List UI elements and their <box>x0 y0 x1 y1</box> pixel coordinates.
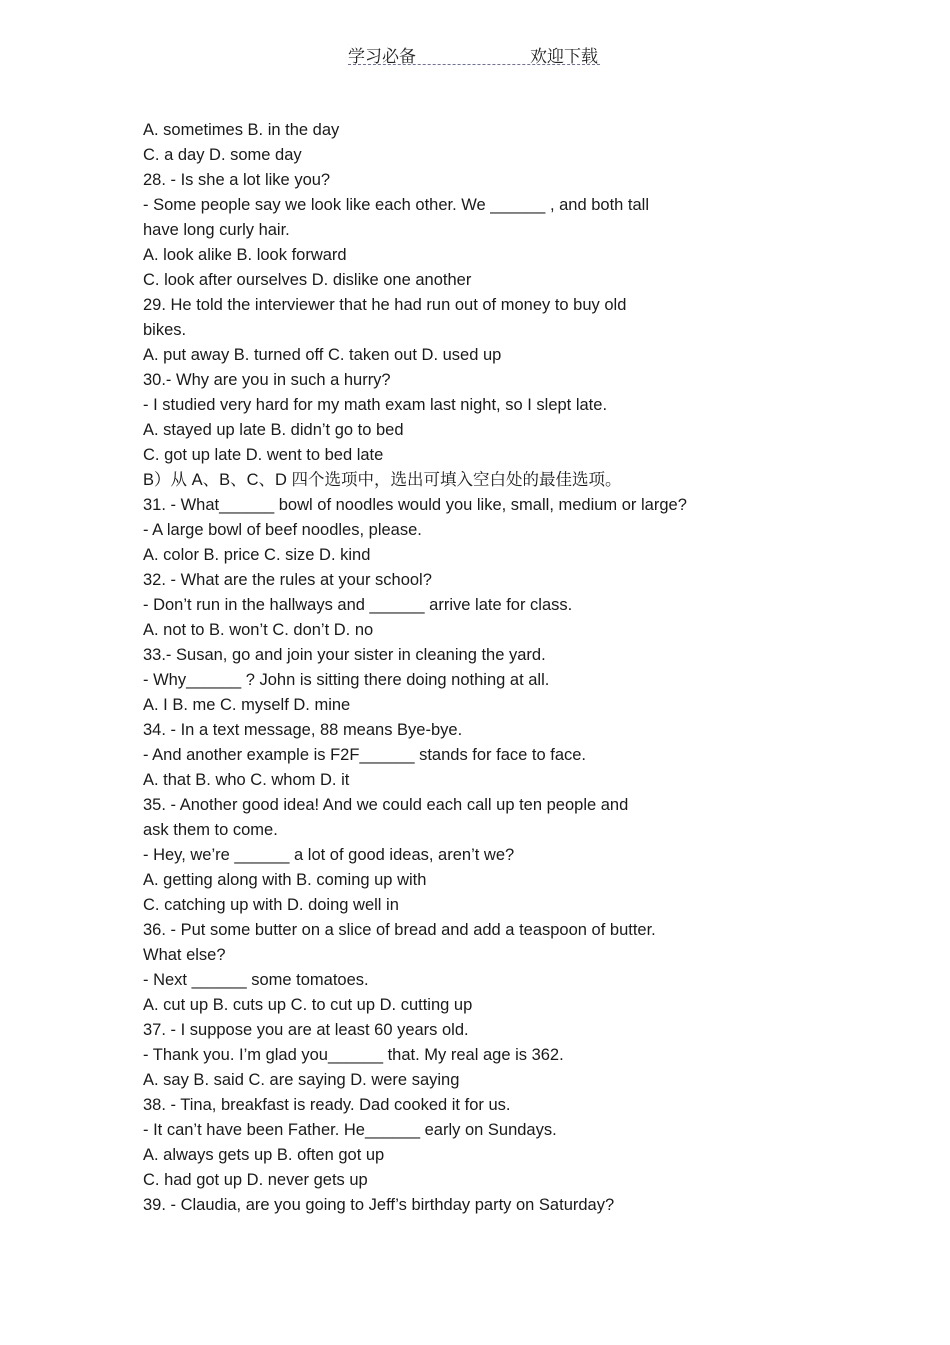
question-32: 32. - What are the rules at your school? <box>143 571 432 589</box>
text-line: bikes. <box>143 321 187 339</box>
text-line: A. color B. price C. size D. kind <box>143 546 371 564</box>
text-line: C. got up late D. went to bed late <box>143 446 384 464</box>
section-instruction: B）从 A、B、C、D 四个选项中，选出可填入空白处的最佳选项。 <box>143 471 622 489</box>
text-line: - Why______ ? John is sitting there doing nothing at all. <box>143 671 550 689</box>
text-line: A. not to B. won’t C. don’t D. no <box>143 621 374 639</box>
text-line: A. always gets up B. often got up <box>143 1146 385 1164</box>
document-body <box>143 118 783 1218</box>
question-33: 33.- Susan, go and join your sister in cleaning the yard. <box>143 646 546 664</box>
text-line: A. sometimes B. in the day <box>143 121 340 139</box>
header-right-text: 欢迎下载 <box>530 47 598 67</box>
text-line: C. had got up D. never gets up <box>143 1171 368 1189</box>
question-34: 34. - In a text message, 88 means Bye-bye. <box>143 721 463 739</box>
text-line: C. catching up with D. doing well in <box>143 896 399 914</box>
text-line: - Next ______ some tomatoes. <box>143 971 369 989</box>
text-line: A. stayed up late B. didn’t go to bed <box>143 421 404 439</box>
question-39: 39. - Claudia, are you going to Jeff’s birthday party on Saturday? <box>143 1196 615 1214</box>
question-28: 28. - Is she a lot like you? <box>143 171 331 189</box>
question-38: 38. - Tina, breakfast is ready. Dad cooked it for us. <box>143 1096 511 1114</box>
text-line: C. look after ourselves D. dislike one another <box>143 271 472 289</box>
text-line: - Hey, we’re ______ a lot of good ideas, aren’t we? <box>143 846 515 864</box>
text-line: - It can’t have been Father. He______ early on Sundays. <box>143 1121 557 1139</box>
header-left-text: 学习必备 <box>348 47 416 67</box>
text-line: - I studied very hard for my math exam last night, so I slept late. <box>143 396 608 414</box>
question-30: 30.- Why are you in such a hurry? <box>143 371 391 389</box>
text-line: A. cut up B. cuts up C. to cut up D. cutting up <box>143 996 473 1014</box>
question-31: 31. - What______ bowl of noodles would you like, small, medium or large? <box>143 496 687 514</box>
text-line: A. getting along with B. coming up with <box>143 871 427 889</box>
text-line: - A large bowl of beef noodles, please. <box>143 521 422 539</box>
text-line: A. that B. who C. whom D. it <box>143 771 350 789</box>
text-line: - Some people say we look like each other. We ______ , and both tall <box>143 196 650 214</box>
question-35: 35. - Another good idea! And we could each call up ten people and <box>143 796 629 814</box>
page-header <box>348 40 600 65</box>
text-line: have long curly hair. <box>143 221 290 239</box>
text-line: C. a day D. some day <box>143 146 302 164</box>
question-29: 29. He told the interviewer that he had run out of money to buy old <box>143 296 627 314</box>
text-line: A. put away B. turned off C. taken out D. used up <box>143 346 502 364</box>
question-37: 37. - I suppose you are at least 60 years old. <box>143 1021 469 1039</box>
text-line: A. I B. me C. myself D. mine <box>143 696 351 714</box>
text-line: - And another example is F2F______ stands for face to face. <box>143 746 587 764</box>
text-line: A. look alike B. look forward <box>143 246 347 264</box>
text-line: A. say B. said C. are saying D. were saying <box>143 1071 460 1089</box>
text-line: - Thank you. I’m glad you______ that. My real age is 362. <box>143 1046 564 1064</box>
text-line: ask them to come. <box>143 821 278 839</box>
text-line: - Don’t run in the hallways and ______ arrive late for class. <box>143 596 573 614</box>
text-line: What else? <box>143 946 226 964</box>
question-36: 36. - Put some butter on a slice of bread and add a teaspoon of butter. <box>143 921 656 939</box>
